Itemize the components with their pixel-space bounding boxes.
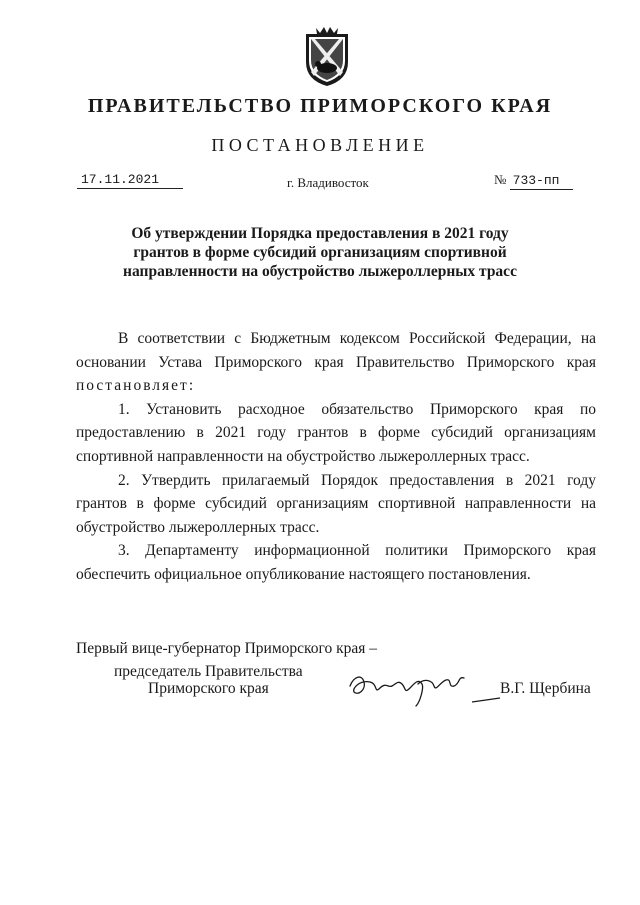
number-prefix: № [494, 172, 507, 187]
signatory-position-line-3: Приморского края [148, 680, 269, 697]
subject-line: направленности на обустройство лыжероллерных трасс [123, 263, 517, 280]
subject-line: грантов в форме субсидий организациям спортивной [133, 244, 507, 261]
signatory-position-line-1: Первый вице-губернатор Приморского края – [76, 640, 378, 657]
handwritten-signature [340, 658, 510, 713]
paragraph-2: 2. Утвердить прилагаемый Порядок предоставления в 2021 году грантов в форме субсидий организациям спортивной направленности на обустройство лыжероллерных трасс. [76, 471, 596, 536]
signatory-name: В.Г. Щербина [500, 680, 591, 697]
document-subject [90, 224, 550, 281]
paragraph-1: 1. Установить расходное обязательство Приморского края по предоставлению в 2021 году грантов в форме субсидий организациям спортивной направленности на обустройство лыжероллерных трасс. [76, 400, 596, 465]
document-body [76, 327, 596, 587]
document-type: ПОСТАНОВЛЕНИЕ [211, 135, 429, 155]
document-number [494, 172, 573, 190]
document-date: 17.11.2021 [77, 172, 183, 189]
signatory-position-line-2: председатель Правительства [114, 663, 303, 680]
document-city: г. Владивосток [287, 175, 369, 190]
resolves-word: постановляет: [76, 377, 196, 395]
paragraph-3: 3. Департаменту информационной политики Приморского края обеспечить официальное опубликование настоящего постановления. [76, 542, 596, 583]
government-title: ПРАВИТЕЛЬСТВО ПРИМОРСКОГО КРАЯ [87, 95, 553, 117]
subject-line: Об утверждении Порядка предоставления в 2021 году [131, 225, 509, 242]
coat-of-arms-icon [302, 24, 352, 88]
number-value: 733-пп [510, 173, 573, 190]
intro-paragraph: В соответствии с Бюджетным кодексом Российской Федерации, на основании Устава Приморского края Правительство Приморского края [76, 330, 596, 371]
